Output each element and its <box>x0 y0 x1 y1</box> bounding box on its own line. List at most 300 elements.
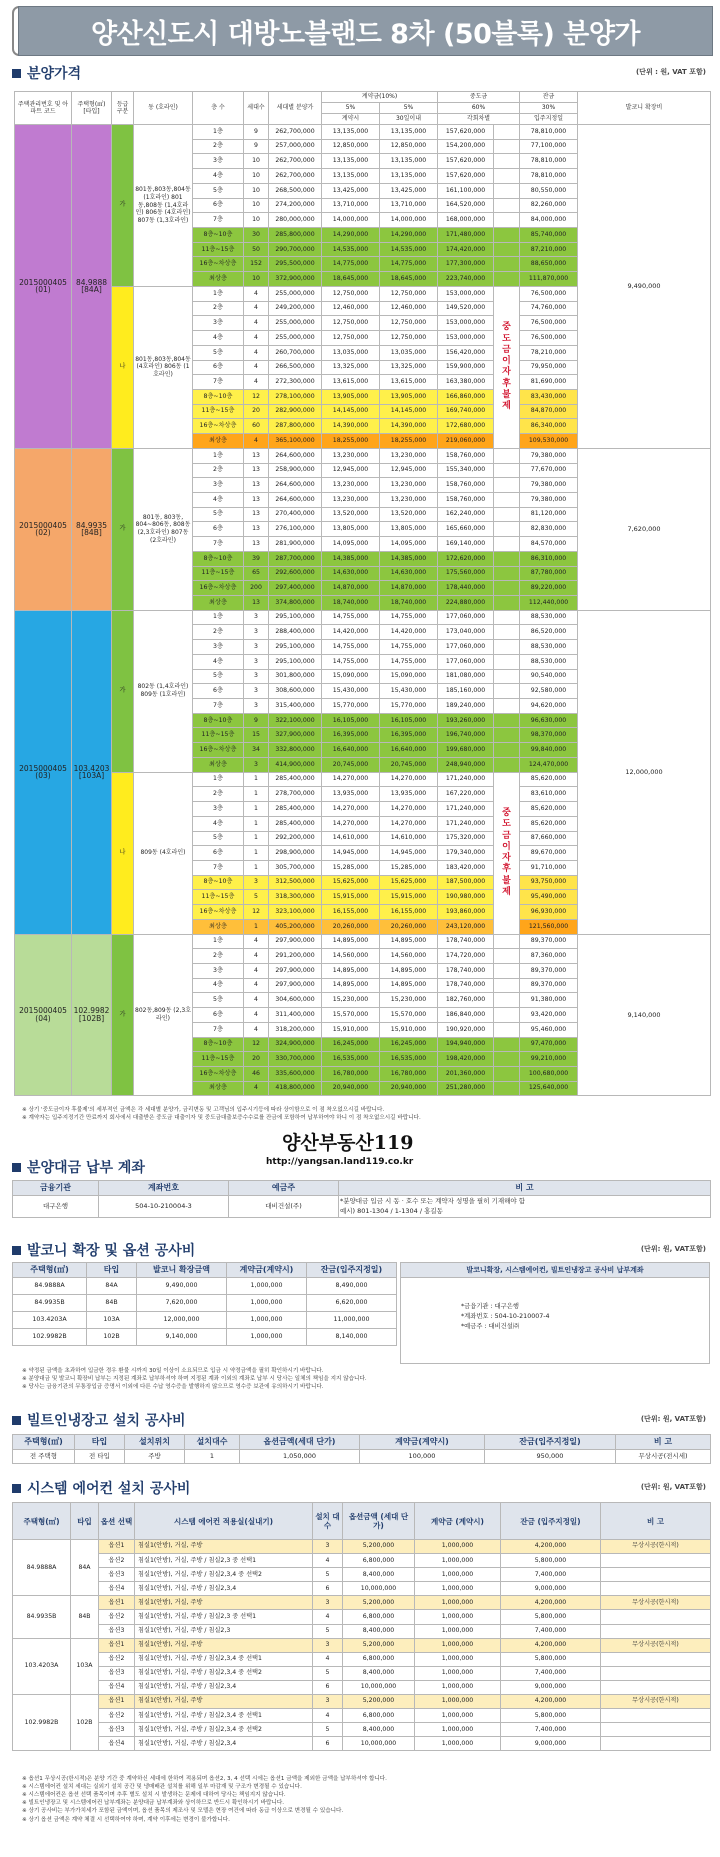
builtin-dep: 100,000 <box>360 1450 485 1464</box>
deposit-30days: 14,270,000 <box>380 772 438 787</box>
ac-price: 10,000,000 <box>343 1680 415 1694</box>
balance-payment: 87,660,000 <box>520 831 578 846</box>
unit-price: 290,700,000 <box>269 242 322 257</box>
mid-payment: 167,220,000 <box>438 787 494 802</box>
ac-deposit: 1,000,000 <box>415 1568 501 1582</box>
deposit-on-contract: 15,230,000 <box>322 993 380 1008</box>
deposit-on-contract: 13,135,000 <box>322 125 380 140</box>
deposit-30days: 16,535,000 <box>380 1052 438 1067</box>
builtin-type: 전 타입 <box>75 1450 125 1464</box>
balance-payment: 109,530,000 <box>520 434 578 449</box>
deposit-30days: 12,945,000 <box>380 463 438 478</box>
balance-payment: 78,810,000 <box>520 125 578 140</box>
ac-count: 6 <box>313 1737 343 1751</box>
floor-range: 16층~차상층 <box>193 743 244 758</box>
ac-rooms: 침실1(안방), 거실, 주방 / 침실2,3 중 선택1 <box>135 1554 313 1568</box>
balcony-dep: 1,000,000 <box>227 1295 307 1312</box>
deposit-on-contract: 13,135,000 <box>322 169 380 184</box>
price-table <box>14 91 711 1096</box>
unit-price: 262,700,000 <box>269 154 322 169</box>
deposit-on-contract: 15,570,000 <box>322 1008 380 1023</box>
balance-payment: 89,370,000 <box>520 978 578 993</box>
ac-balance: 4,200,000 <box>501 1695 601 1709</box>
deposit-30days: 14,610,000 <box>380 831 438 846</box>
ac-row <box>13 1666 711 1680</box>
unit-price: 258,900,000 <box>269 463 322 478</box>
unit-count: 4 <box>244 1022 269 1037</box>
unit-count: 12 <box>244 905 269 920</box>
balcony-type: 84B <box>87 1295 137 1312</box>
unit-count: 13 <box>244 492 269 507</box>
floor-range: 1층 <box>193 125 244 140</box>
deposit-on-contract: 14,560,000 <box>322 949 380 964</box>
mid-blank <box>494 242 520 257</box>
brand-url[interactable]: http://yangsan.land119.co.kr <box>266 1157 414 1167</box>
balcony-payment-account-box <box>400 1262 710 1364</box>
mid-blank <box>494 654 520 669</box>
floor-range: 11층~15층 <box>193 566 244 581</box>
unit-count: 30 <box>244 228 269 243</box>
mid-blank <box>494 581 520 596</box>
unit-price: 297,900,000 <box>269 978 322 993</box>
unit-price: 285,400,000 <box>269 802 322 817</box>
unit-count: 20 <box>244 404 269 419</box>
ac-deposit: 1,000,000 <box>415 1638 501 1652</box>
balcony-amount: 7,620,000 <box>137 1295 227 1312</box>
mid-payment: 154,200,000 <box>438 139 494 154</box>
unit-count: 4 <box>244 963 269 978</box>
deposit-30days: 14,895,000 <box>380 934 438 949</box>
unit-count: 20 <box>244 1052 269 1067</box>
balance-payment: 99,210,000 <box>520 1052 578 1067</box>
balcony-row <box>13 1312 397 1329</box>
header-balcony: 발코니 확장비 <box>578 92 711 125</box>
ac-option: 옵션1 <box>99 1695 135 1709</box>
account-holder: 대비건설(주) <box>229 1196 339 1218</box>
unit-price: 295,100,000 <box>269 640 322 655</box>
floor-range: 1층 <box>193 934 244 949</box>
deposit-on-contract: 20,745,000 <box>322 757 380 772</box>
header-deposit: 계약금(10%) <box>322 92 438 103</box>
deposit-30days: 16,395,000 <box>380 728 438 743</box>
ac-remark: 무상시공(한시적) <box>601 1596 711 1610</box>
balance-payment: 87,210,000 <box>520 242 578 257</box>
unit-count: 9 <box>244 125 269 140</box>
balance-payment: 80,550,000 <box>520 183 578 198</box>
mid-blank <box>494 934 520 949</box>
ac-option: 옵션3 <box>99 1624 135 1638</box>
ac-count: 4 <box>313 1554 343 1568</box>
square-bullet-icon <box>12 1163 21 1172</box>
unit-price: 280,000,000 <box>269 213 322 228</box>
mid-payment: 171,240,000 <box>438 772 494 787</box>
ac-rooms: 침실1(안방), 거실, 주방 <box>135 1695 313 1709</box>
unit-price: 282,900,000 <box>269 404 322 419</box>
mid-payment: 153,000,000 <box>438 316 494 331</box>
ac-balance: 5,800,000 <box>501 1554 601 1568</box>
mid-blank <box>494 228 520 243</box>
ac-remark <box>601 1610 711 1624</box>
deposit-on-contract: 15,430,000 <box>322 684 380 699</box>
balcony-dep: 1,000,000 <box>227 1278 307 1295</box>
unit-count: 13 <box>244 463 269 478</box>
ac-row <box>13 1680 711 1694</box>
deposit-on-contract: 14,630,000 <box>322 566 380 581</box>
deposit-on-contract: 14,945,000 <box>322 846 380 861</box>
balance-payment: 76,500,000 <box>520 316 578 331</box>
mid-payment: 177,060,000 <box>438 654 494 669</box>
unit-count: 10 <box>244 169 269 184</box>
section-balcony-heading <box>12 1240 712 1260</box>
balcony-amount: 12,000,000 <box>137 1312 227 1329</box>
ac-remark: 무상시공(한시적) <box>601 1540 711 1554</box>
deposit-30days: 15,910,000 <box>380 1022 438 1037</box>
deposit-on-contract: 14,895,000 <box>322 963 380 978</box>
ac-header: 설치 대수 <box>313 1503 343 1540</box>
balcony-row <box>13 1329 397 1346</box>
unit-price: 418,800,000 <box>269 1081 322 1096</box>
deposit-30days: 13,230,000 <box>380 478 438 493</box>
account-memo <box>339 1196 711 1218</box>
unit-count: 39 <box>244 551 269 566</box>
mid-payment: 171,480,000 <box>438 228 494 243</box>
ac-deposit: 1,000,000 <box>415 1596 501 1610</box>
mid-blank <box>494 1052 520 1067</box>
unit-count: 50 <box>244 242 269 257</box>
ac-price: 5,200,000 <box>343 1695 415 1709</box>
ac-option: 옵션3 <box>99 1723 135 1737</box>
balance-payment: 86,520,000 <box>520 625 578 640</box>
floor-range: 4층 <box>193 978 244 993</box>
grade-label: 나 <box>112 286 134 448</box>
deposit-30days: 15,090,000 <box>380 669 438 684</box>
deposit-30days: 16,640,000 <box>380 743 438 758</box>
floor-range: 3층 <box>193 154 244 169</box>
ac-note: ※ 빌트인냉장고 및 시스템에어컨 납부계좌는 분양대금 납부계좌와 상이하므로 반드시 확인하시기 바랍니다. <box>22 1800 285 1807</box>
floor-range: 7층 <box>193 213 244 228</box>
unit-price: 324,900,000 <box>269 1037 322 1052</box>
dong-lines: 809동 (4호라인) <box>134 772 193 934</box>
deposit-30days: 12,460,000 <box>380 301 438 316</box>
balance-payment: 92,580,000 <box>520 684 578 699</box>
deposit-30days: 13,135,000 <box>380 154 438 169</box>
floor-range: 2층 <box>193 463 244 478</box>
ac-type: 84B <box>71 1596 99 1638</box>
unit-count: 10 <box>244 183 269 198</box>
balcony-account-number: *계좌번호 : 504-10-210007-4 <box>461 1313 550 1321</box>
deposit-30days: 13,230,000 <box>380 448 438 463</box>
ac-note: ※ 시스템에어컨 설치 세대는 실외기 설치 공간 및 냉매배관 설치를 위해 일부 마감재 및 구조가 변경될 수 있습니다. <box>22 1784 302 1791</box>
floor-range: 8층~10층 <box>193 875 244 890</box>
unit-count: 5 <box>244 890 269 905</box>
ac-header: 비 고 <box>601 1503 711 1540</box>
mid-payment: 193,260,000 <box>438 713 494 728</box>
mid-blank <box>494 640 520 655</box>
ac-price: 10,000,000 <box>343 1737 415 1751</box>
ac-count: 4 <box>313 1709 343 1723</box>
deposit-on-contract: 13,710,000 <box>322 198 380 213</box>
ac-price: 5,200,000 <box>343 1596 415 1610</box>
unit-price: 257,000,000 <box>269 139 322 154</box>
mid-payment: 177,300,000 <box>438 257 494 272</box>
unit-count: 3 <box>244 654 269 669</box>
deposit-on-contract: 14,420,000 <box>322 625 380 640</box>
unit-price: 285,400,000 <box>269 816 322 831</box>
balcony-account-bank: *금융기관 : 대구은행 <box>461 1303 519 1310</box>
balcony-note: ※ 약정된 금액을 초과하여 입금한 경우 환불 시까지 30일 이상이 소요되므로 입금 시 약정금액을 필히 확인하시기 바랍니다. <box>22 1368 324 1374</box>
ac-remark <box>601 1624 711 1638</box>
mid-payment: 174,420,000 <box>438 242 494 257</box>
deposit-on-contract: 13,425,000 <box>322 183 380 198</box>
deposit-30days: 16,245,000 <box>380 1037 438 1052</box>
mid-payment: 190,980,000 <box>438 890 494 905</box>
mid-payment: 199,680,000 <box>438 743 494 758</box>
mid-blank <box>494 492 520 507</box>
ac-price: 6,800,000 <box>343 1709 415 1723</box>
deposit-30days: 13,135,000 <box>380 169 438 184</box>
floor-range: 2층 <box>193 625 244 640</box>
ac-header: 옵션 선택 <box>99 1503 135 1540</box>
builtin-header: 설치대수 <box>185 1435 240 1450</box>
ac-rooms: 침실1(안방), 거실, 주방 / 침실2,3,4 중 선택2 <box>135 1666 313 1680</box>
deposit-30days: 20,260,000 <box>380 919 438 934</box>
unit-price: 414,900,000 <box>269 757 322 772</box>
ac-deposit: 1,000,000 <box>415 1666 501 1680</box>
mid-blank <box>494 183 520 198</box>
deposit-on-contract: 14,870,000 <box>322 581 380 596</box>
mid-blank <box>494 448 520 463</box>
builtin-header: 옵션금액(세대 단가) <box>240 1435 360 1450</box>
unit-count: 200 <box>244 581 269 596</box>
header-bal-sub: 입주지정일 <box>520 114 578 125</box>
balance-payment: 93,750,000 <box>520 875 578 890</box>
builtin-remark: 무상시공(전시세) <box>616 1450 711 1464</box>
balance-payment: 83,610,000 <box>520 787 578 802</box>
deposit-30days: 16,780,000 <box>380 1067 438 1082</box>
balance-payment: 96,630,000 <box>520 713 578 728</box>
balance-payment: 84,000,000 <box>520 213 578 228</box>
mid-payment: 243,120,000 <box>438 919 494 934</box>
floor-range: 16층~차상층 <box>193 1067 244 1082</box>
unit-count: 15 <box>244 728 269 743</box>
balcony-account-holder: *예금주 : 대비건설㈜ <box>461 1323 520 1331</box>
balcony-header: 타입 <box>87 1263 137 1278</box>
unit-count: 1 <box>244 860 269 875</box>
account-header: 예금주 <box>229 1181 339 1196</box>
deposit-on-contract: 14,290,000 <box>322 228 380 243</box>
mid-payment: 175,320,000 <box>438 831 494 846</box>
ac-header: 잔금 (입주지정일) <box>501 1503 601 1540</box>
unit-count: 12 <box>244 1037 269 1052</box>
balance-payment: 82,260,000 <box>520 198 578 213</box>
mid-blank <box>494 963 520 978</box>
section-price-heading <box>12 63 712 83</box>
balance-payment: 87,780,000 <box>520 566 578 581</box>
balcony-row <box>13 1295 397 1312</box>
mid-blank <box>494 1008 520 1023</box>
unit-price: 281,900,000 <box>269 537 322 552</box>
mid-payment: 153,000,000 <box>438 331 494 346</box>
mid-blank <box>494 551 520 566</box>
unit-count: 4 <box>244 934 269 949</box>
unit-price: 274,200,000 <box>269 198 322 213</box>
unit-count: 4 <box>244 1081 269 1096</box>
unit-price: 322,100,000 <box>269 713 322 728</box>
unit-price: 287,800,000 <box>269 419 322 434</box>
unit-count: 34 <box>244 743 269 758</box>
deposit-30days: 13,905,000 <box>380 389 438 404</box>
deposit-on-contract: 13,935,000 <box>322 787 380 802</box>
mid-payment: 187,500,000 <box>438 875 494 890</box>
balance-payment: 125,640,000 <box>520 1081 578 1096</box>
header-floor: 층 수 <box>193 92 244 125</box>
ac-area: 84.9888A <box>13 1540 71 1596</box>
builtin-table <box>12 1434 711 1464</box>
floor-range: 7층 <box>193 699 244 714</box>
deposit-on-contract: 16,395,000 <box>322 728 380 743</box>
mid-payment: 178,740,000 <box>438 963 494 978</box>
header-mid: 중도금 <box>438 92 520 103</box>
ac-option: 옵션4 <box>99 1680 135 1694</box>
balance-payment: 76,500,000 <box>520 286 578 301</box>
ac-price: 5,200,000 <box>343 1638 415 1652</box>
unit-count: 3 <box>244 669 269 684</box>
ac-deposit: 1,000,000 <box>415 1680 501 1694</box>
balcony-type: 103A <box>87 1312 137 1329</box>
price-row <box>15 610 711 625</box>
mid-payment: 157,620,000 <box>438 125 494 140</box>
deposit-30days: 14,390,000 <box>380 419 438 434</box>
balance-payment: 90,540,000 <box>520 669 578 684</box>
balance-payment: 99,840,000 <box>520 743 578 758</box>
balcony-note: ※ 분양대금 및 발코니 확장비 납부는 지정된 계좌로 납부하셔야 하며 지정된 계좌 이외의 계좌로 납부 시 당사는 일체의 책임을 지지 않습니다. <box>22 1376 367 1383</box>
deposit-30days: 12,850,000 <box>380 139 438 154</box>
unit-price: 297,900,000 <box>269 963 322 978</box>
deposit-30days: 14,000,000 <box>380 213 438 228</box>
grade-label: 가 <box>112 125 134 287</box>
section-builtin-title: 빌트인냉장고 설치 공사비 <box>27 1413 186 1429</box>
deposit-on-contract: 16,780,000 <box>322 1067 380 1082</box>
mid-blank <box>494 1037 520 1052</box>
mid-payment: 163,380,000 <box>438 375 494 390</box>
mid-interest-deferred: 중 도 금 이 자 후 불 제 <box>494 286 520 448</box>
mid-blank <box>494 537 520 552</box>
deposit-on-contract: 16,245,000 <box>322 1037 380 1052</box>
unit-price: 315,400,000 <box>269 699 322 714</box>
balcony-area: 102.9982B <box>13 1329 87 1346</box>
balance-payment: 77,670,000 <box>520 463 578 478</box>
mid-blank <box>494 1067 520 1082</box>
unit-count: 152 <box>244 257 269 272</box>
mid-payment: 158,760,000 <box>438 492 494 507</box>
unit-count: 4 <box>244 978 269 993</box>
header-bal: 잔금 <box>520 92 578 103</box>
balance-payment: 89,370,000 <box>520 934 578 949</box>
unit-price: 270,400,000 <box>269 507 322 522</box>
deposit-on-contract: 13,230,000 <box>322 478 380 493</box>
unit-count: 13 <box>244 522 269 537</box>
deposit-30days: 14,270,000 <box>380 802 438 817</box>
deposit-30days: 18,645,000 <box>380 272 438 287</box>
ac-note: ※ 옵션1 무상시공(한시적)은 분양 기간 중 계약하신 세대에 한하여 적용되며 옵션2, 3, 4 선택 시에는 옵션1 금액을 제외한 금액을 납부하셔야 합니다. <box>22 1776 387 1782</box>
balance-payment: 74,760,000 <box>520 301 578 316</box>
mid-payment: 155,340,000 <box>438 463 494 478</box>
ac-unit-note: (단위: 원, VAT포함) <box>640 1483 706 1491</box>
deposit-on-contract: 12,750,000 <box>322 331 380 346</box>
unit-count: 4 <box>244 331 269 346</box>
mid-payment: 164,520,000 <box>438 198 494 213</box>
deposit-30days: 14,895,000 <box>380 963 438 978</box>
mid-payment: 168,000,000 <box>438 213 494 228</box>
floor-range: 5층 <box>193 507 244 522</box>
mid-payment: 171,240,000 <box>438 802 494 817</box>
builtin-bal: 950,000 <box>485 1450 616 1464</box>
ac-remark <box>601 1737 711 1751</box>
mid-blank <box>494 139 520 154</box>
deposit-30days: 14,870,000 <box>380 581 438 596</box>
ac-count: 6 <box>313 1680 343 1694</box>
floor-range: 6층 <box>193 1008 244 1023</box>
builtin-header: 타입 <box>75 1435 125 1450</box>
deposit-on-contract: 18,645,000 <box>322 272 380 287</box>
balance-payment: 77,100,000 <box>520 139 578 154</box>
ac-count: 5 <box>313 1568 343 1582</box>
mid-payment: 157,620,000 <box>438 169 494 184</box>
unit-price: 308,600,000 <box>269 684 322 699</box>
ac-deposit: 1,000,000 <box>415 1723 501 1737</box>
balance-payment: 78,810,000 <box>520 169 578 184</box>
unit-price: 295,100,000 <box>269 610 322 625</box>
mid-payment: 182,760,000 <box>438 993 494 1008</box>
balance-payment: 88,650,000 <box>520 257 578 272</box>
deposit-on-contract: 14,755,000 <box>322 654 380 669</box>
deposit-on-contract: 13,615,000 <box>322 375 380 390</box>
floor-range: 6층 <box>193 684 244 699</box>
balcony-dep: 1,000,000 <box>227 1312 307 1329</box>
balance-payment: 81,120,000 <box>520 507 578 522</box>
ac-balance: 9,000,000 <box>501 1737 601 1751</box>
mid-blank <box>494 610 520 625</box>
mid-payment: 171,240,000 <box>438 816 494 831</box>
ac-option: 옵션2 <box>99 1709 135 1723</box>
builtin-count: 1 <box>185 1450 240 1464</box>
balance-payment: 91,710,000 <box>520 860 578 875</box>
unit-count: 3 <box>244 699 269 714</box>
ac-balance: 5,800,000 <box>501 1610 601 1624</box>
header-bal-pct: 30% <box>520 103 578 114</box>
deposit-30days: 15,430,000 <box>380 684 438 699</box>
deposit-on-contract: 13,805,000 <box>322 522 380 537</box>
unit-count: 3 <box>244 875 269 890</box>
balcony-bal: 8,140,000 <box>307 1329 397 1346</box>
house-area: 103.4203 [103A] <box>72 610 112 934</box>
balance-payment: 79,380,000 <box>520 478 578 493</box>
ac-option: 옵션3 <box>99 1666 135 1680</box>
balcony-area: 84.9888A <box>13 1278 87 1295</box>
deposit-30days: 12,750,000 <box>380 331 438 346</box>
floor-range: 2층 <box>193 139 244 154</box>
floor-range: 8층~10층 <box>193 713 244 728</box>
deposit-30days: 13,230,000 <box>380 492 438 507</box>
floor-range: 최상층 <box>193 596 244 611</box>
ac-note: ※ 상기 옵션 금액은 계약 체결 시 선택하여야 하며, 계약 이후에는 변경이 불가합니다. <box>22 1816 230 1823</box>
floor-range: 3층 <box>193 963 244 978</box>
deposit-on-contract: 15,770,000 <box>322 699 380 714</box>
section-account-heading <box>12 1157 252 1177</box>
ac-note: ※ 상기 공사비는 부가가치세가 포함된 금액이며, 옵션 품목의 제조사 및 모델은 현장 여건에 따라 동급 이상으로 변경될 수 있습니다. <box>22 1808 344 1815</box>
balance-payment: 85,620,000 <box>520 802 578 817</box>
square-bullet-icon <box>12 1416 21 1425</box>
